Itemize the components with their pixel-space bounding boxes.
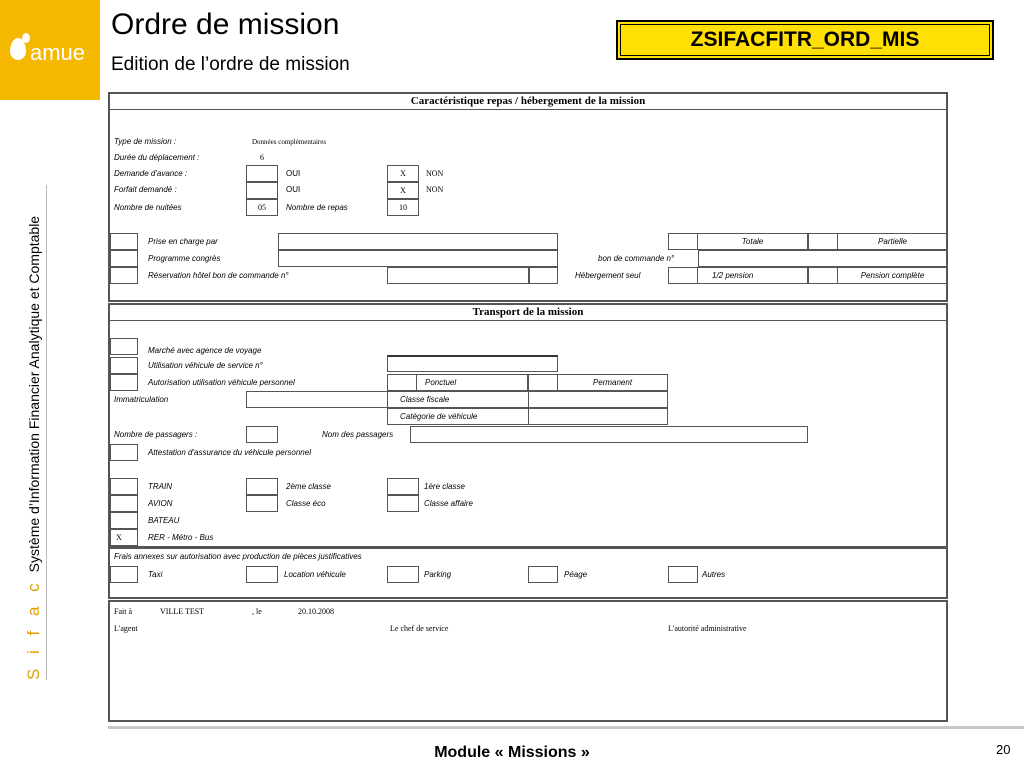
forfait-oui-label: OUI (286, 185, 301, 194)
forfait-non-label: NON (426, 185, 444, 194)
demi-pension-label: 1/2 pension (698, 267, 808, 284)
partielle-label: Partielle (838, 233, 948, 250)
vehicule-service-checkbox[interactable] (110, 357, 138, 374)
le-label: , le (252, 607, 262, 616)
reservation-extra-box[interactable] (529, 267, 558, 284)
page-subtitle: Edition de l’ordre de mission (111, 54, 350, 75)
ponctuel-checkbox[interactable] (387, 374, 417, 391)
avance-oui-box[interactable] (246, 165, 278, 182)
classe1-checkbox[interactable] (387, 478, 419, 495)
ponctuel-label: Ponctuel (417, 374, 528, 391)
attestation-checkbox[interactable] (110, 444, 138, 461)
train-checkbox[interactable] (110, 478, 138, 495)
nuitees-label: Nombre de nuitées (114, 203, 182, 212)
reservation-checkbox[interactable] (110, 267, 138, 284)
type-mission-label: Type de mission : (114, 137, 177, 146)
autres-label: Autres (702, 570, 726, 579)
classe-eco-checkbox[interactable] (246, 495, 278, 512)
peage-checkbox[interactable] (528, 566, 558, 583)
congres-field[interactable] (278, 250, 558, 267)
bon-commande-field[interactable] (698, 250, 948, 267)
autres-checkbox[interactable] (668, 566, 698, 583)
forfait-label: Forfait demandé : (114, 185, 177, 194)
congres-label: Programme congrès (148, 254, 221, 263)
nb-passagers-field[interactable] (246, 426, 278, 443)
nb-passagers-label: Nombre de passagers : (114, 430, 198, 439)
demi-pension-checkbox[interactable] (668, 267, 698, 284)
chef-service-label: Le chef de service (390, 624, 449, 633)
sidebar-divider (46, 185, 47, 680)
classe-eco-label: Classe éco (286, 499, 326, 508)
avance-non-label: NON (426, 169, 444, 178)
categorie-field[interactable] (528, 408, 668, 425)
forfait-non-box[interactable]: X (387, 182, 419, 199)
permanent-checkbox[interactable] (528, 374, 558, 391)
duree-label: Durée du déplacement : (114, 153, 200, 162)
location-label: Location véhicule (284, 570, 346, 579)
marche-label: Marché avec agence de voyage (148, 346, 262, 355)
autorisation-checkbox[interactable] (110, 374, 138, 391)
prise-field[interactable] (278, 233, 558, 250)
footer-module-title: Module « Missions » (434, 744, 590, 761)
section-frais-annexes (108, 547, 948, 599)
repas-value-box[interactable]: 10 (387, 199, 419, 216)
logo-dot-icon (22, 33, 30, 43)
location-checkbox[interactable] (246, 566, 278, 583)
bateau-checkbox[interactable] (110, 512, 138, 529)
marche-checkbox[interactable] (110, 338, 138, 355)
pension-complete-checkbox[interactable] (808, 267, 838, 284)
totale-checkbox[interactable] (668, 233, 698, 250)
section3-heading: Frais annexes sur autorisation avec production de pièces justificatives (114, 552, 362, 561)
vehicule-service-field[interactable] (387, 355, 558, 372)
classe-fiscale-field[interactable] (528, 391, 668, 408)
nom-passagers-field[interactable] (410, 426, 808, 443)
classe-affaire-checkbox[interactable] (387, 495, 419, 512)
date-value: 20.10.2008 (298, 607, 334, 616)
mission-order-form (108, 92, 948, 722)
duree-value: 6 (260, 153, 264, 162)
vehicule-service-label: Utilisation véhicule de service n° (148, 361, 263, 370)
train-label: TRAIN (148, 482, 172, 491)
forfait-oui-box[interactable] (246, 182, 278, 199)
prise-label: Prise en charge par (148, 237, 218, 246)
transaction-code-badge: ZSIFACFITR_ORD_MIS (616, 20, 994, 60)
system-name: Système d’Information Financier Analytique et Comptable (26, 215, 42, 573)
repas-label: Nombre de repas (286, 203, 348, 212)
section1-heading: Caractéristique repas / hébergement de la mission (110, 94, 946, 110)
pension-complete-label: Pension complète (838, 267, 948, 284)
rer-label: RER - Métro - Bus (148, 533, 214, 542)
totale-label: Totale (698, 233, 808, 250)
nuitees-value-box[interactable]: 05 (246, 199, 278, 216)
sifac-brand: S i f a c (24, 578, 43, 680)
amue-logo (0, 0, 100, 100)
avion-label: AVION (148, 499, 173, 508)
parking-checkbox[interactable] (387, 566, 419, 583)
nom-passagers-label: Nom des passagers (322, 430, 394, 439)
reservation-field[interactable] (387, 267, 529, 284)
ville-value: VILLE TEST (160, 607, 205, 616)
page-number: 20 (996, 742, 1011, 757)
logo-text: amue (30, 40, 86, 65)
classe2-checkbox[interactable] (246, 478, 278, 495)
partielle-checkbox[interactable] (808, 233, 838, 250)
hebergement-seul-label: Hébergement seul (575, 271, 641, 280)
permanent-label: Permanent (558, 374, 668, 391)
bon-commande-label: bon de commande n° (598, 254, 675, 263)
classe-affaire-label: Classe affaire (424, 499, 473, 508)
classe-fiscale-label: Classe fiscale (387, 391, 529, 408)
section2-heading: Transport de la mission (110, 305, 946, 321)
avance-non-box[interactable]: X (387, 165, 419, 182)
peage-label: Péage (564, 570, 588, 579)
congres-checkbox[interactable] (110, 250, 138, 267)
bateau-label: BATEAU (148, 516, 180, 525)
agent-label: L'agent (114, 624, 138, 633)
taxi-label: Taxi (148, 570, 163, 579)
classe2-label: 2ème classe (286, 482, 331, 491)
autorite-label: L'autorité administrative (668, 624, 747, 633)
categorie-label: Catégorie de véhicule (387, 408, 529, 425)
classe1-label: 1ère classe (424, 482, 465, 491)
avion-checkbox[interactable] (110, 495, 138, 512)
avance-label: Demande d'avance : (114, 169, 188, 178)
page-title: Ordre de mission (111, 8, 340, 41)
prise-checkbox[interactable] (110, 233, 138, 250)
type-mission-value: Données complémentaires (252, 138, 327, 146)
sidebar-vertical-title (24, 216, 44, 680)
section-repas-hebergement (108, 92, 948, 302)
footer-divider (108, 726, 1024, 729)
avance-oui-label: OUI (286, 169, 301, 178)
autorisation-label: Autorisation utilisation véhicule personnel (148, 378, 295, 387)
reservation-label: Réservation hôtel bon de commande n° (148, 271, 289, 280)
immatriculation-field[interactable] (246, 391, 388, 408)
fait-label: Fait à (114, 607, 132, 616)
section-signatures (108, 600, 948, 722)
section-transport (108, 303, 948, 548)
taxi-checkbox[interactable] (110, 566, 138, 583)
attestation-label: Attestation d'assurance du véhicule personnel (148, 448, 311, 457)
parking-label: Parking (424, 570, 452, 579)
immatriculation-label: Immatriculation (114, 395, 169, 404)
rer-checkbox[interactable]: X (110, 529, 138, 546)
